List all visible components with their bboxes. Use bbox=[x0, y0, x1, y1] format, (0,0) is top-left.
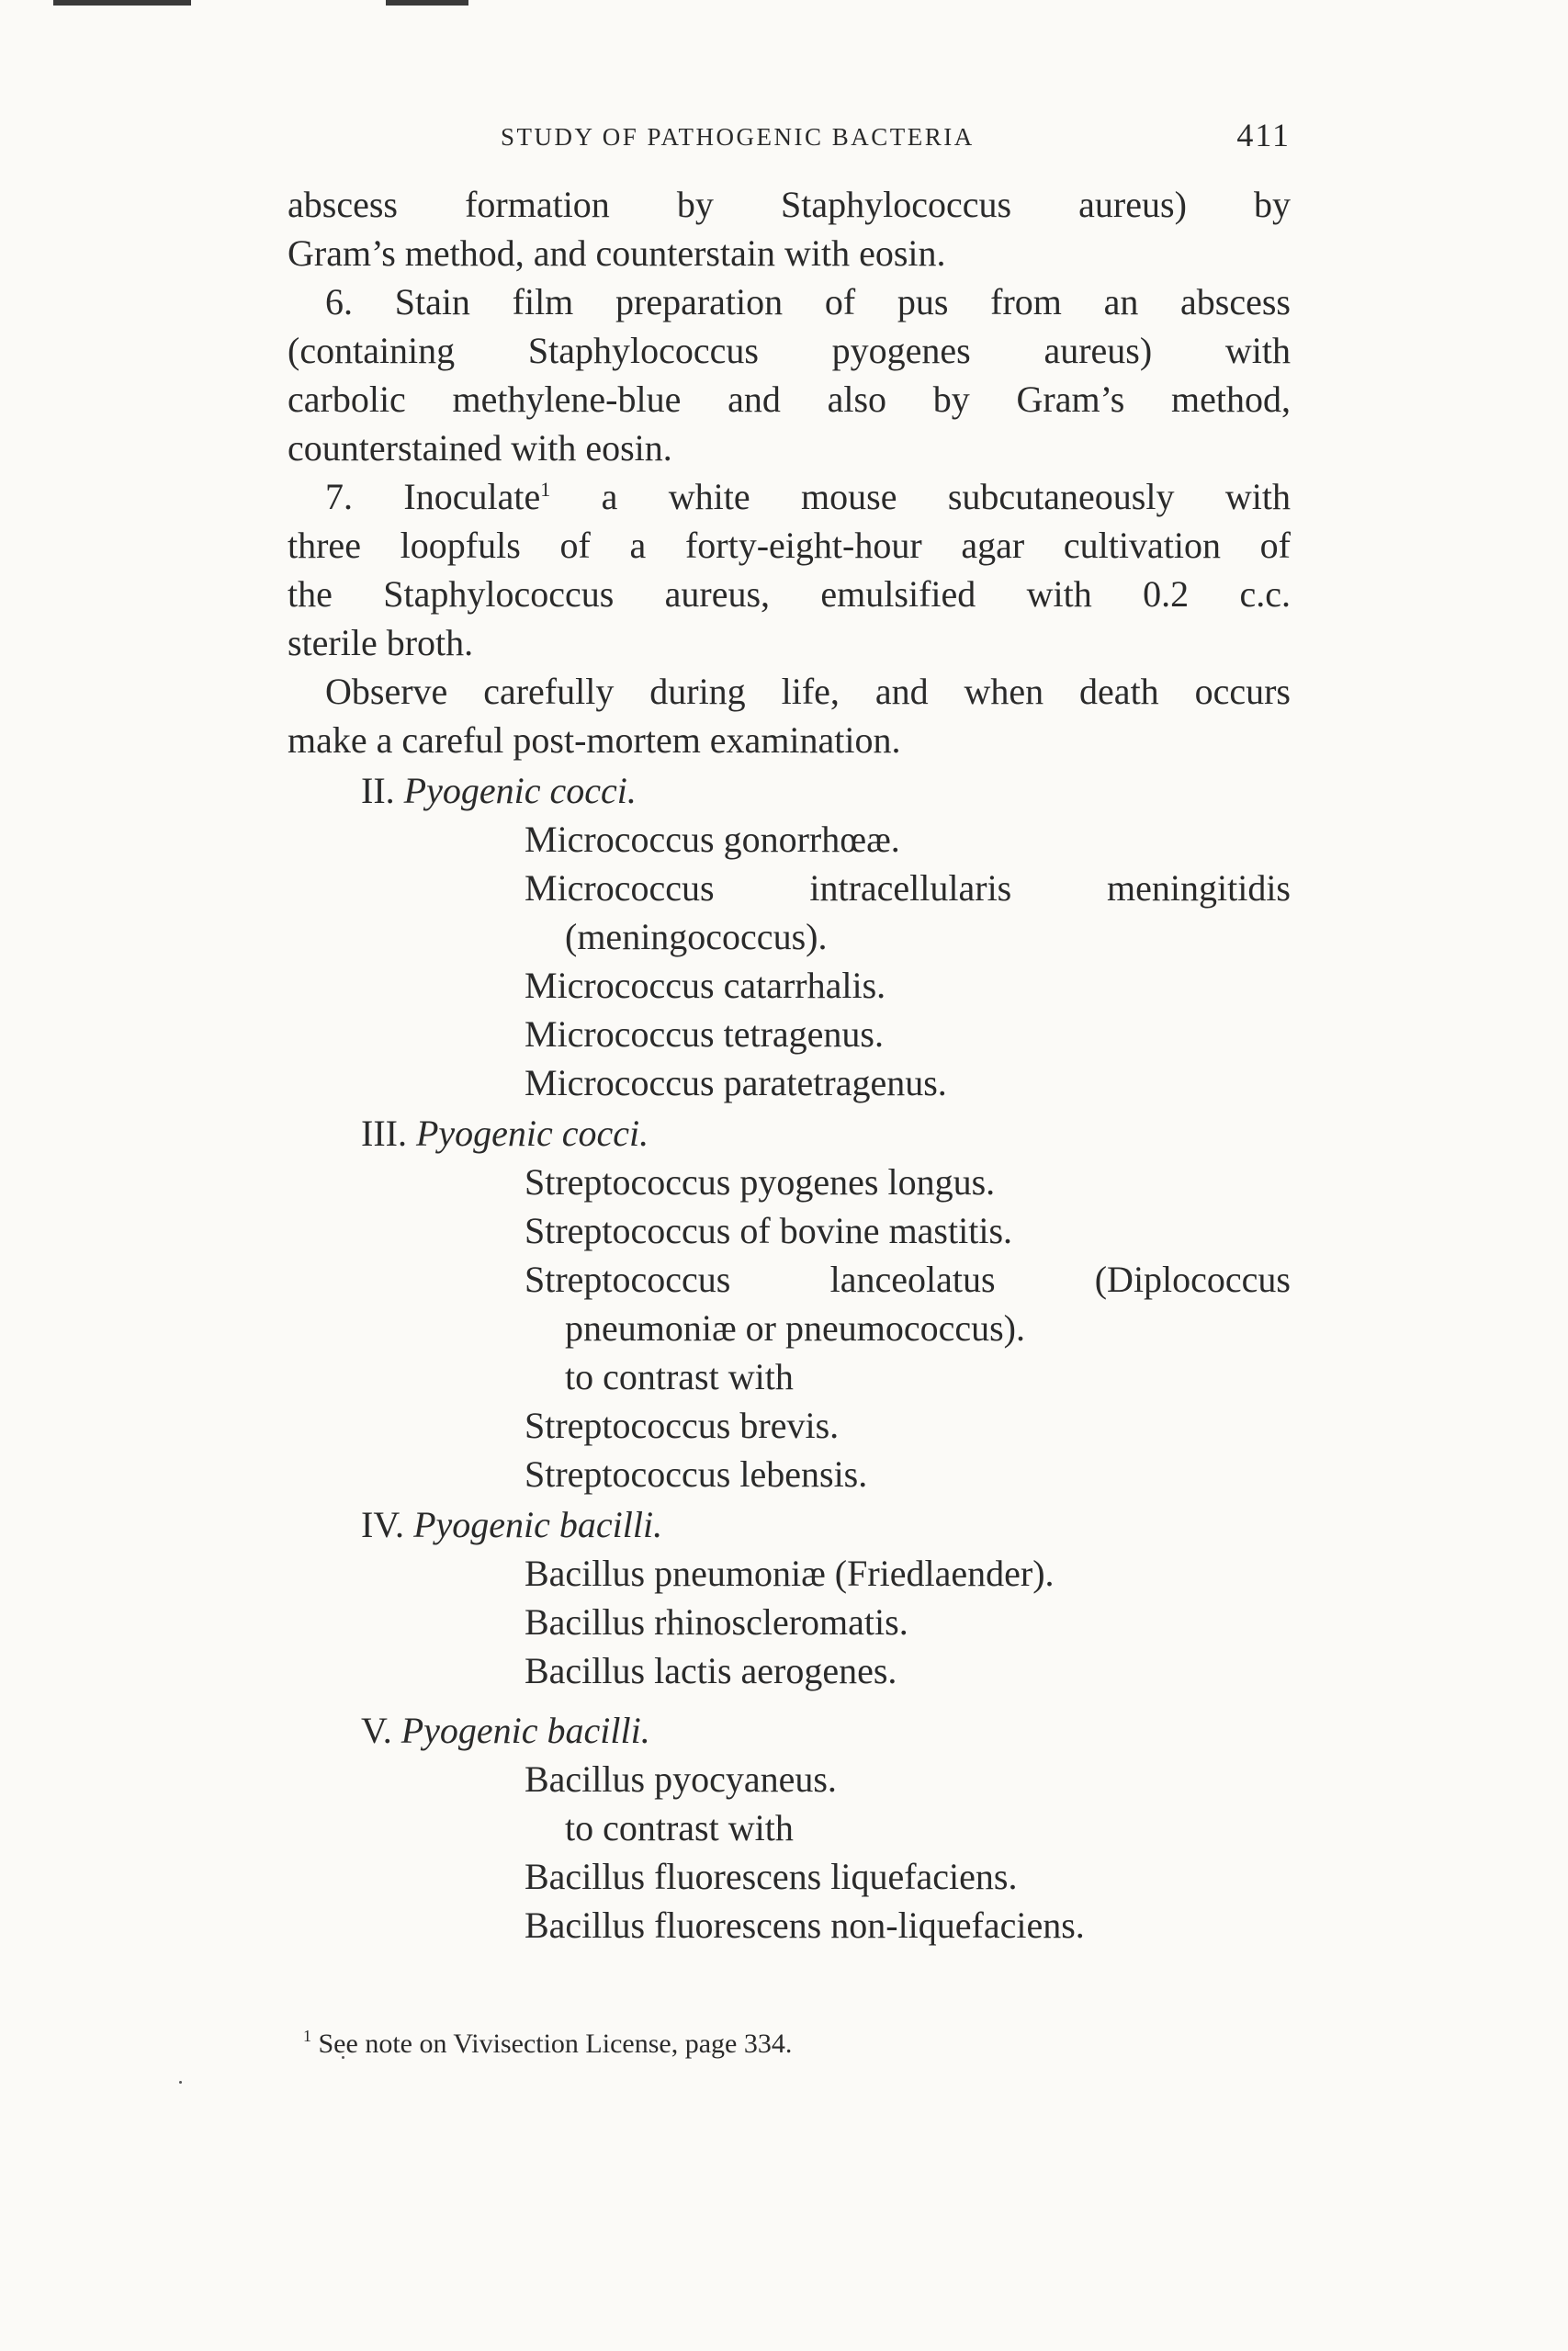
list-item: Streptococcus of bovine mastitis. bbox=[525, 1210, 1013, 1251]
text-line: 6. Stain film preparation of pus from an abscess bbox=[325, 281, 1291, 322]
footnote-ref: 1 bbox=[540, 478, 551, 501]
section-title: Pyogenic cocci. bbox=[403, 770, 637, 811]
section-heading bbox=[288, 1500, 1291, 1549]
section-numeral: III. bbox=[361, 1113, 416, 1154]
spacer bbox=[288, 1695, 1291, 1704]
text-span: 7. Inoculate bbox=[325, 476, 541, 517]
scan-mark bbox=[386, 0, 468, 6]
text-line: the Staphylococcus aureus, emulsified with 0.2 c.c. bbox=[288, 573, 1291, 615]
list-item: Bacillus fluorescens liquefaciens. bbox=[525, 1856, 1018, 1897]
text-line: make a careful post-mortem examination. bbox=[288, 719, 901, 761]
section-numeral: II. bbox=[361, 770, 404, 811]
list-item: Streptococcus brevis. bbox=[525, 1405, 840, 1446]
list-item: Streptococcus lanceolatus (Diplococcus bbox=[525, 1259, 1291, 1300]
section-numeral: IV. bbox=[361, 1504, 414, 1545]
text-line: Observe carefully during life, and when death occurs bbox=[325, 671, 1291, 712]
list-item: Micrococcus paratetragenus. bbox=[525, 1062, 947, 1103]
text-line: sterile broth. bbox=[288, 622, 474, 663]
text-line: (containing Staphylococcus pyogenes aureus) with bbox=[288, 330, 1291, 371]
section-heading bbox=[288, 766, 1291, 815]
list-item: Bacillus lactis aerogenes. bbox=[525, 1650, 897, 1691]
speck bbox=[179, 2081, 182, 2084]
list-item: Streptococcus lebensis. bbox=[525, 1453, 868, 1495]
list-item: Micrococcus gonorrhœæ. bbox=[525, 819, 900, 860]
text-line: abscess formation by Staphylococcus aureus) by bbox=[288, 184, 1291, 225]
body-text bbox=[288, 180, 1291, 1950]
scan-mark bbox=[53, 0, 191, 6]
list-item: Streptococcus pyogenes longus. bbox=[525, 1161, 996, 1203]
list-item: Bacillus fluorescens non-liquefaciens. bbox=[525, 1905, 1085, 1946]
section-heading bbox=[288, 1109, 1291, 1158]
section-title: Pyogenic bacilli. bbox=[413, 1504, 663, 1545]
text-line: three loopfuls of a forty-eight-hour agar cultivation of bbox=[288, 525, 1291, 566]
list-item: Bacillus rhinoscleromatis. bbox=[525, 1601, 908, 1643]
text-line bbox=[288, 472, 1291, 521]
section-title: Pyogenic cocci. bbox=[415, 1113, 649, 1154]
section-numeral: V. bbox=[361, 1710, 401, 1751]
text-line: counterstained with eosin. bbox=[288, 427, 672, 469]
list-item: Bacillus pneumoniæ (Friedlaender). bbox=[525, 1553, 1055, 1594]
running-head: STUDY OF PATHOGENIC BACTERIA bbox=[501, 123, 975, 151]
list-item: Micrococcus intracellularis meningitidis bbox=[525, 867, 1291, 909]
section-heading bbox=[288, 1706, 1291, 1755]
list-item-continuation: to contrast with bbox=[565, 1807, 794, 1848]
footnote bbox=[303, 2029, 792, 2060]
list-item: Micrococcus catarrhalis. bbox=[525, 965, 886, 1006]
list-item-continuation: to contrast with bbox=[565, 1356, 794, 1397]
list-item: Micrococcus tetragenus. bbox=[525, 1013, 884, 1055]
page-header bbox=[501, 116, 1291, 162]
list-item: Bacillus pyocyaneus. bbox=[525, 1758, 837, 1800]
text-line: carbolic methylene-blue and also by Gram’s method, bbox=[288, 379, 1291, 420]
text-line: Gram’s method, and counterstain with eosin. bbox=[288, 232, 946, 274]
page-number: 411 bbox=[1236, 117, 1291, 153]
footnote-marker: 1 bbox=[303, 2027, 311, 2045]
footnote-text: See note on Vivisection License, page 334. bbox=[311, 2029, 793, 2059]
section-list bbox=[288, 766, 1291, 1950]
list-item-continuation: pneumoniæ or pneumococcus). bbox=[565, 1307, 1025, 1349]
text-span: a white mouse subcutaneously with bbox=[550, 476, 1291, 517]
list-item-continuation: (meningococcus). bbox=[565, 916, 828, 957]
section-title: Pyogenic bacilli. bbox=[400, 1710, 650, 1751]
